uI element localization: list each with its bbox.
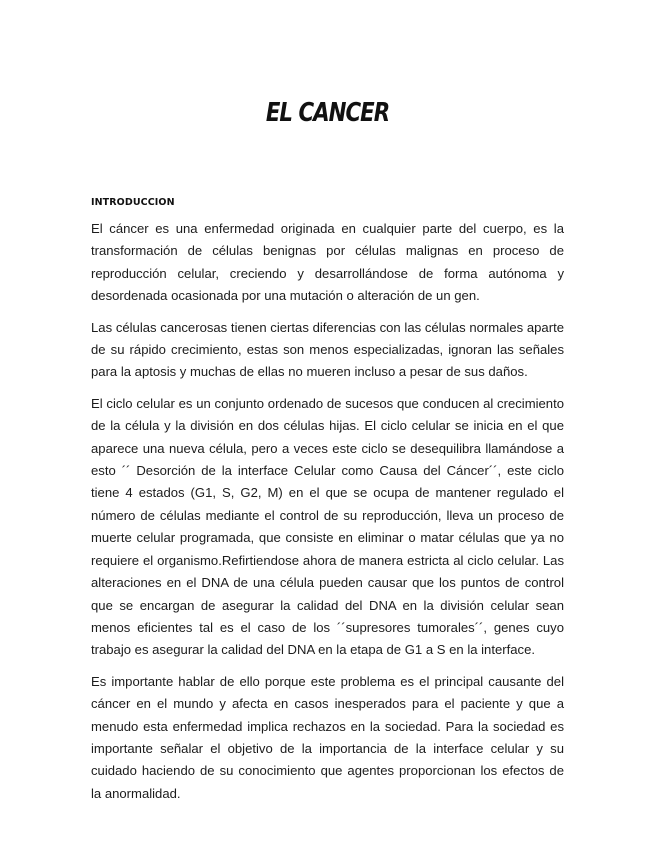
paragraph: El ciclo celular es un conjunto ordenado de sucesos que conducen al crecimiento de la célula y la división en dos células hijas. El ciclo celular se inicia en el que aparece una nueva célula, pero a veces este ciclo se desequilibra llamándose a esto ´´ Desorción de la interface Celular como Causa del Cáncer´´, este ciclo tiene 4 estados (G1, S, G2, M) en el que se ocupa de mantener regulado el número de células mediante el control de su reproducción, lleva un proceso de muerte celular programada, que consiste en eliminar o matar células que ya no requiere el organismo.Refirtiendose ahora de manera estricta al ciclo celular. Las alteraciones en el DNA de una célula pueden causar que los puntos de control que se encargan de asegurar la calidad del DNA en la división celular sean menos eficientes tal es el caso de los ´´supresores tumorales´´, genes cuyo trabajo es asegurar la calidad del DNA en la etapa de G1 a S en la interface. [91,395,564,658]
section-heading: INTRODUCCION [91,197,175,208]
paragraph: Es importante hablar de ello porque este problema es el principal causante del cáncer en el mundo y afecta en casos inesperados para el paciente y que a menudo esta enfermedad implica rechazos en la sociedad. Para la sociedad es importante señalar el objetivo de la importancia de la interface celular y su cuidado haciendo de su conocimiento que agentes proporcionan los efectos de la anormalidad. [91,673,564,801]
paragraph: Las células cancerosas tienen ciertas diferencias con las células normales aparte de su rápido crecimiento, estas son menos especializadas, ignoran las señales para la aptosis y muchas de ellas no mueren incluso a pesar de sus daños. [91,319,564,380]
paragraph: El cáncer es una enfermedad originada en cualquier parte del cuerpo, es la transformación de células benignas por células malignas en proceso de reproducción celular, creciendo y desarrollándose de forma autónoma y desordenada ocasionada por una mutación o alteración de un gen. [91,221,564,304]
body-text [91,218,564,814]
document-title: EL CANCER [265,98,390,128]
